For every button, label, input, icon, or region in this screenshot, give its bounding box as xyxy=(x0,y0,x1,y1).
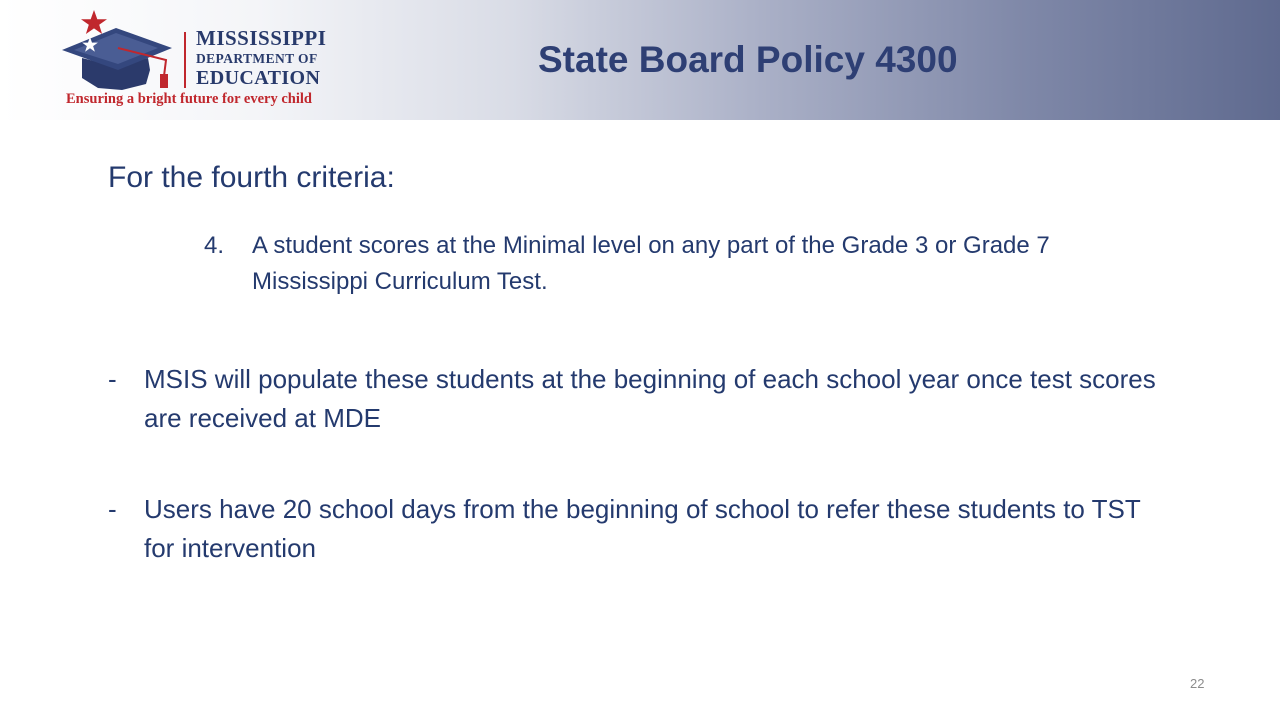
slide-title: State Board Policy 4300 xyxy=(538,39,958,80)
logo-department: DEPARTMENT OF xyxy=(196,51,318,66)
bullet-item-msis xyxy=(108,360,1168,438)
numbered-item-text: A student scores at the Minimal level on any part of the Grade 3 or Grade 7 Mississippi Curriculum Test. xyxy=(252,232,1050,295)
page-number: 22 xyxy=(1190,676,1205,691)
bullet-marker: - xyxy=(108,364,117,394)
intro-heading: For the fourth criteria: xyxy=(108,161,395,194)
bullet-text: Users have 20 school days from the beginning of school to refer these students to TST for intervention xyxy=(144,494,1141,563)
bullet-marker: - xyxy=(108,494,117,524)
logo-education: EDUCATION xyxy=(196,67,321,89)
numbered-item xyxy=(204,228,1164,300)
logo-state-name: MISSISSIPPI xyxy=(196,26,327,50)
bullet-text: MSIS will populate these students at the beginning of each school year once test scores are received at MDE xyxy=(144,364,1156,433)
numbered-item-marker: 4. xyxy=(204,232,225,259)
bullet-item-users xyxy=(108,490,1168,568)
logo-tagline: Ensuring a bright future for every child xyxy=(66,91,312,107)
